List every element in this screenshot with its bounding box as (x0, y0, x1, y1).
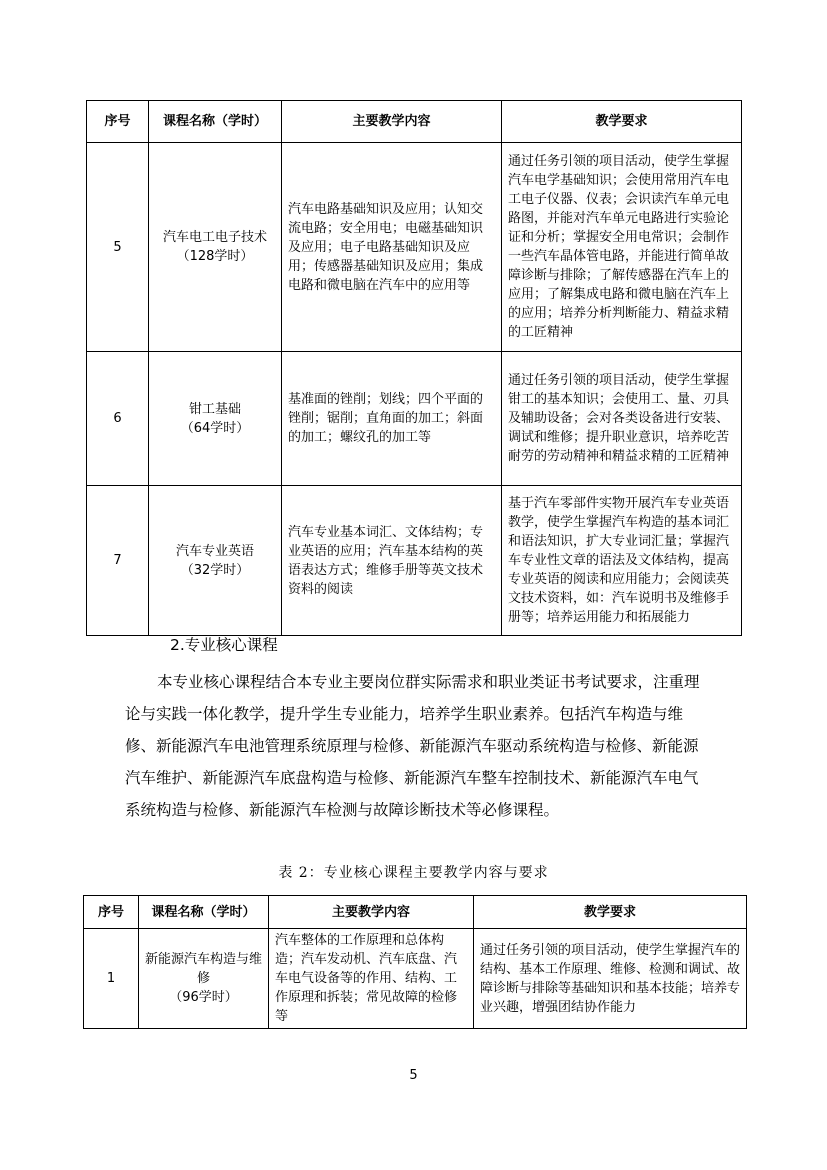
header-requirement: 教学要求 (474, 896, 747, 929)
row-course-name (149, 486, 282, 636)
table-row (87, 143, 742, 352)
row-content: 汽车专业基本词汇、文体结构；专业英语的应用；汽车基本结构的英语表达方式；维修手册等英文技术资料的阅读 (282, 486, 502, 636)
course-hours: （128学时） (176, 249, 254, 264)
course-name: 钳工基础 (188, 401, 241, 417)
section-heading: 2.专业核心课程 (170, 636, 278, 654)
table-row (87, 352, 742, 486)
course-name: 汽车专业英语 (175, 543, 254, 559)
header-content: 主要教学内容 (282, 101, 502, 143)
row-requirement: 基于汽车零部件实物开展汽车专业英语教学，使学生掌握汽车构造的基本词汇和语法知识，扩大专业词汇量；掌握汽车专业性文章的语法及文体结构，提高专业英语的阅读和应用能力；会阅读英文技术资料，如：汽车说明书及维修手册等；培养运用能力和拓展能力 (502, 486, 742, 636)
table-row (87, 486, 742, 636)
header-course-name: 课程名称（学时） (149, 101, 282, 143)
row-no: 6 (87, 352, 149, 486)
course-name: 新能源汽车构造与维修 (145, 952, 263, 986)
row-content: 基准面的锉削；划线；四个平面的锉削；锯削；直角面的加工；斜面的加工；螺纹孔的加工等 (282, 352, 502, 486)
row-content: 汽车整体的工作原理和总体构造；汽车发动机、汽车底盘、汽车电气设备等的作用、结构、工作原理和拆装；常见故障的检修等 (269, 929, 474, 1029)
row-no: 5 (87, 143, 149, 352)
row-course-name (139, 929, 269, 1029)
row-course-name (149, 143, 282, 352)
course-hours: （32学时） (180, 562, 250, 578)
row-no: 1 (84, 929, 139, 1029)
row-requirement: 通过任务引领的项目活动，使学生掌握钳工的基本知识；会使用工、量、刃具及辅助设备；会对各类设备进行安装、调试和维修；提升职业意识，培养吃苦耐劳的劳动精神和精益求精的工匠精神 (502, 352, 742, 486)
row-no: 7 (87, 486, 149, 636)
header-course-name: 课程名称（学时） (139, 896, 269, 929)
header-no: 序号 (84, 896, 139, 929)
table-row (84, 929, 747, 1029)
page-number: 5 (409, 1068, 418, 1083)
body-paragraph: 本专业核心课程结合本专业主要岗位群实际需求和职业类证书考试要求，注重理论与实践一体化教学，提升学生专业能力，培养学生职业素养。包括汽车构造与维修、新能源汽车电池管理系统原理与检修、新能源汽车驱动系统构造与检修、新能源汽车维护、新能源汽车底盘构造与检修、新能源汽车整车控制技术、新能源汽车电气系统构造与检修、新能源汽车检测与故障诊断技术等必修课程。 (125, 673, 700, 819)
row-course-name (149, 352, 282, 486)
row-content: 汽车电路基础知识及应用；认知交流电路；安全用电；电磁基础知识及应用；电子电路基础知识及应用；传感器基础知识及应用；集成电路和微电脑在汽车中的应用等 (282, 143, 502, 352)
course-table-2 (83, 895, 747, 1029)
table-caption: 表 2：专业核心课程主要教学内容与要求 (278, 865, 549, 881)
row-requirement: 通过任务引领的项目活动，使学生掌握汽车电学基础知识；会使用常用汽车电工电子仪器、仪表；会识读汽车单元电路图，并能对汽车单元电路进行实验论证和分析；掌握安全用电常识；会制作一些汽车晶体管电路，并能进行简单故障诊断与排除；了解传感器在汽车上的应用；了解集成电路和微电脑在汽车上的应用；培养分析判断能力、精益求精的工匠精神 (502, 143, 742, 352)
row-requirement: 通过任务引领的项目活动，使学生掌握汽车的结构、基本工作原理、维修、检测和调试、故障诊断与排除等基础知识和基本技能；培养专业兴趣，增强团结协作能力 (474, 929, 747, 1029)
course-hours: （64学时） (180, 420, 250, 436)
header-requirement: 教学要求 (502, 101, 742, 143)
course-name: 汽车电工电子技术 (162, 230, 267, 245)
header-no: 序号 (87, 101, 149, 143)
header-content: 主要教学内容 (269, 896, 474, 929)
course-hours: （96学时） (169, 990, 238, 1005)
course-table-1 (86, 100, 742, 636)
